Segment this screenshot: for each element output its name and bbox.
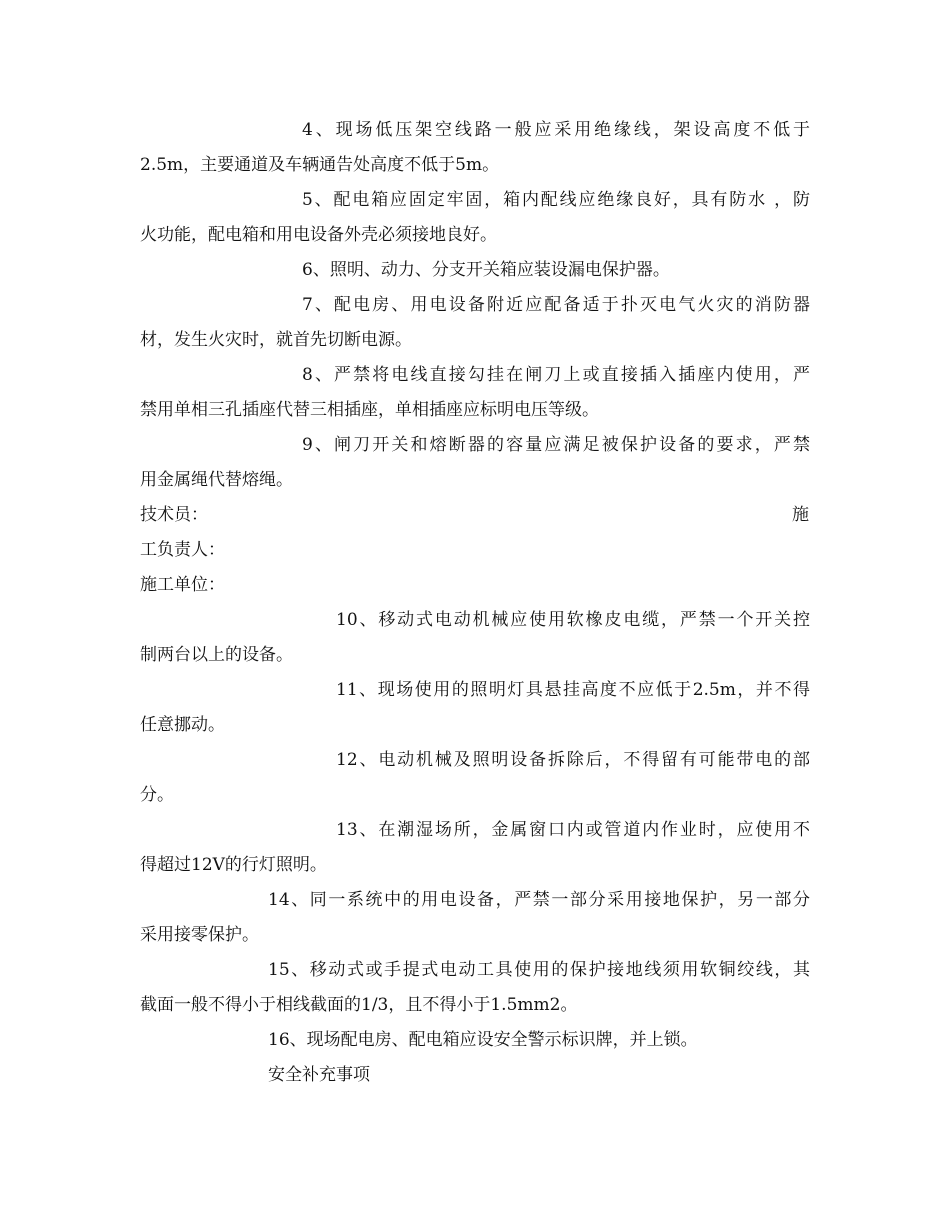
item-8-line-1: 8、严禁将电线直接勾挂在闸刀上或直接插入插座内使用，严: [302, 365, 810, 385]
item-15-line-1: 15、移动式或手提式电动工具使用的保护接地线须用软铜绞线，其: [268, 960, 810, 980]
item-8-line-2: 禁用单相三孔插座代替三相插座，单相插座应标明电压等级。: [140, 400, 599, 420]
item-14-line-1: 14、同一系统中的用电设备，严禁一部分采用接地保护，另一部分: [268, 890, 810, 910]
item-16-line-1: 16、现场配电房、配电箱应设安全警示标识牌，并上锁。: [268, 1030, 698, 1050]
item-14-line-2: 采用接零保护。: [140, 925, 259, 945]
item-6-line-1: 6、照明、动力、分支开关箱应装设漏电保护器。: [302, 260, 670, 280]
construction-head-label-end: 工负责人：: [140, 540, 225, 560]
technician-label: 技术员：: [140, 505, 208, 525]
item-13-line-2: 得超过12V的行灯照明。: [140, 855, 327, 875]
item-15-line-2: 截面一般不得小于相线截面的1/3，且不得小于1.5mm2。: [140, 995, 578, 1015]
item-9-line-1: 9、闸刀开关和熔断器的容量应满足被保护设备的要求，严禁: [302, 435, 810, 455]
item-7-line-2: 材，发生火灾时，就首先切断电源。: [140, 330, 412, 350]
item-11-line-1: 11、现场使用的照明灯具悬挂高度不应低于2.5m，并不得: [336, 680, 810, 700]
item-5-line-1: 5、配电箱应固定牢固，箱内配线应绝缘良好，具有防水 ，防: [302, 190, 810, 210]
item-13-line-1: 13、在潮湿场所，金属窗口内或管道内作业时，应使用不: [336, 820, 810, 840]
item-10-line-1: 10、移动式电动机械应使用软橡皮电缆，严禁一个开关控: [336, 610, 810, 630]
item-7-line-1: 7、配电房、用电设备附近应配备适于扑灭电气火灾的消防器: [302, 295, 810, 315]
construction-head-label-start: 施: [792, 505, 809, 525]
item-4-line-1: 4、现场低压架空线路一般应采用绝缘线，架设高度不低于: [302, 120, 810, 140]
item-5-line-2: 火功能，配电箱和用电设备外壳必须接地良好。: [140, 225, 497, 245]
item-9-line-2: 用金属绳代替熔绳。: [140, 470, 293, 490]
item-4-line-2: 2.5m，主要通道及车辆通告处高度不低于5m。: [140, 155, 500, 175]
item-10-line-2: 制两台以上的设备。: [140, 645, 293, 665]
construction-unit-label: 施工单位：: [140, 575, 225, 595]
item-12-line-2: 分。: [140, 785, 174, 805]
supplementary-safety-heading: 安全补充事项: [268, 1065, 370, 1085]
item-11-line-2: 任意挪动。: [140, 715, 225, 735]
item-12-line-1: 12、电动机械及照明设备拆除后，不得留有可能带电的部: [336, 750, 810, 770]
